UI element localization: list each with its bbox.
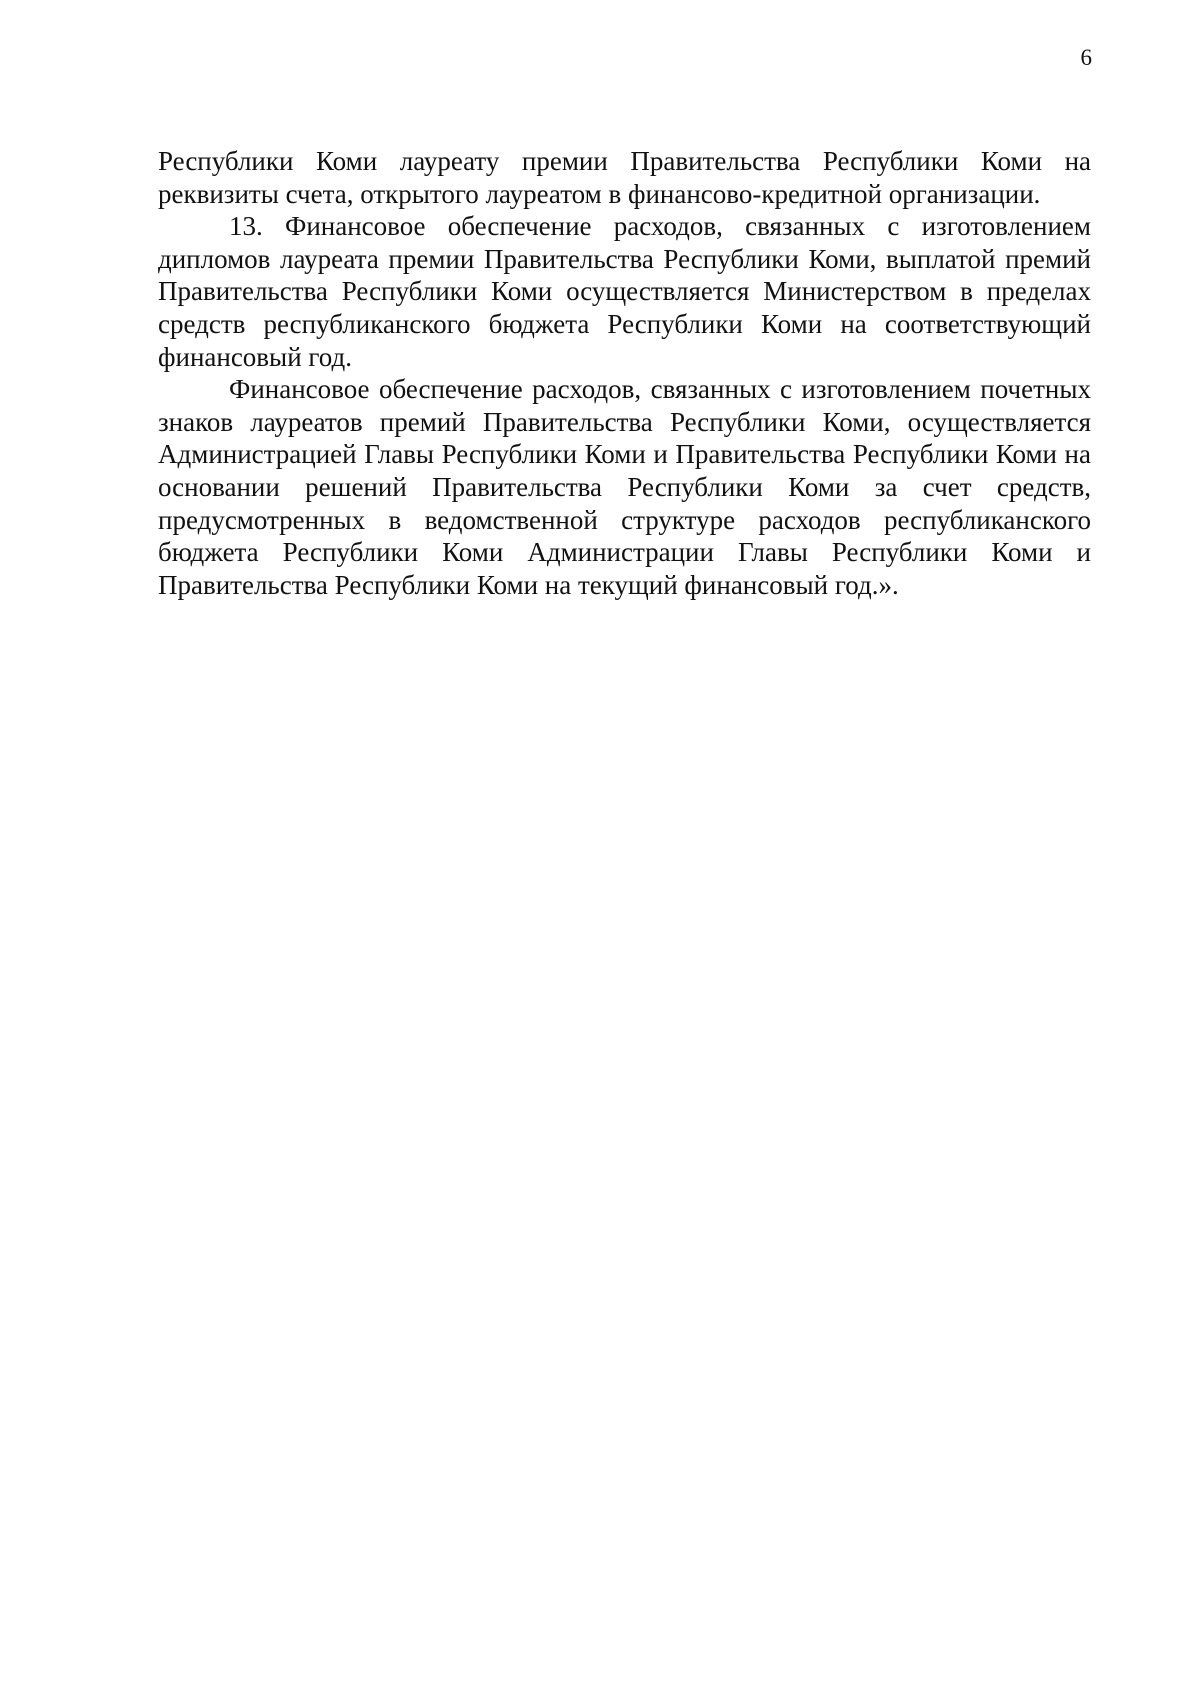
paragraph-2: 13. Финансовое обеспечение расходов, связанных с изготовлением дипломов лауреата премии Правительства Республики Коми, выплатой премий Правительства Республики Коми осуществляется Министерством в пределах средств республиканского бюджета Республики Коми на соответствующий финансовый год. — [158, 211, 1091, 372]
paragraph-3: Финансовое обеспечение расходов, связанных с изготовлением почетных знаков лауреатов премий Правительства Республики Коми, осуществляется Администрацией Главы Республики Коми и Правительства Республики Коми на основании решений Правительства Республики Коми за счет средств, предусмотренных в ведомственной структуре расходов республиканского бюджета Республики Коми Администрации Главы Республики Коми и Правительства Республики Коми на текущий финансовый год.». — [158, 374, 1091, 600]
page-number: 6 — [1080, 45, 1092, 70]
document-body — [158, 145, 1091, 601]
paragraph-1: Республики Коми лауреату премии Правительства Республики Коми на реквизиты счета, открытого лауреатом в финансово-кредитной организации. — [158, 146, 1091, 209]
